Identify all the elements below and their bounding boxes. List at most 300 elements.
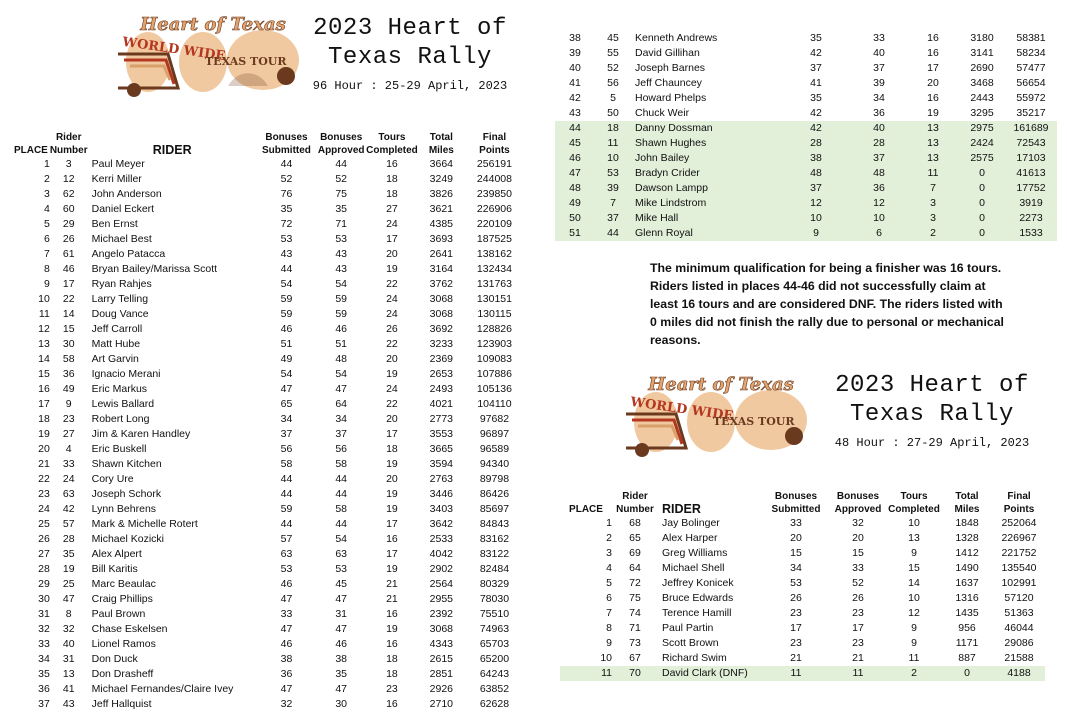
cell-total-miles: 2975 — [959, 121, 1005, 136]
cell-place: 6 — [43, 233, 50, 245]
cell-bonuses-approved: 11 — [829, 666, 887, 681]
cell-tours-completed: 13 — [907, 136, 959, 151]
cell-bonuses-submitted: 35 — [810, 92, 822, 104]
cell-bonuses-approved: 36 — [851, 181, 907, 196]
cell-tours-completed: 18 — [386, 443, 398, 455]
cell-tours-completed: 27 — [386, 203, 398, 215]
cell-rider-number: 22 — [62, 293, 75, 305]
title-48-line1: 2023 Heart of — [835, 372, 1029, 399]
cell-total-miles: 3621 — [429, 203, 454, 215]
cell-rider-name: Paul Brown — [91, 608, 146, 620]
table-row — [12, 367, 524, 382]
logo-texas-tour: TEXAS TOUR — [205, 55, 287, 68]
cell-total-miles: 2763 — [429, 473, 454, 485]
cell-bonuses-submitted: 15 — [790, 547, 802, 559]
cell-rider-name: Chase Eskelsen — [91, 623, 168, 635]
cell-bonuses-approved: 64 — [335, 398, 348, 410]
cell-bonuses-submitted: 53 — [280, 563, 293, 575]
cell-bonuses-submitted: 17 — [790, 622, 802, 634]
cell-bonuses-approved: 37 — [335, 428, 348, 440]
cell-bonuses-submitted: 56 — [280, 443, 293, 455]
cell-place: 47 — [555, 166, 595, 181]
cell-place: 35 — [38, 668, 50, 680]
cell-final-points: 2273 — [1005, 211, 1057, 226]
cell-bonuses-approved: 6 — [851, 226, 907, 241]
cell-total-miles: 3141 — [970, 47, 994, 59]
header-total-miles-48: Total Miles — [954, 491, 980, 515]
cell-final-points: 78030 — [479, 593, 510, 605]
cell-total-miles: 3664 — [429, 158, 454, 170]
cell-total-miles: 4021 — [429, 398, 454, 410]
cell-total-miles: 956 — [958, 622, 976, 634]
cell-final-points: 62628 — [479, 698, 510, 710]
table-row — [12, 262, 524, 277]
cell-bonuses-submitted: 54 — [280, 368, 293, 380]
header-total-miles: Total Miles — [428, 132, 454, 156]
cell-bonuses-approved: 35 — [335, 203, 348, 215]
cell-bonuses-approved: 44 — [335, 488, 348, 500]
cell-place: 41 — [569, 77, 581, 89]
cell-bonuses-approved: 35 — [335, 668, 348, 680]
cell-rider-number: 7 — [595, 196, 631, 211]
cell-final-points: 65200 — [479, 653, 510, 665]
cell-rider-number: 11 — [595, 136, 631, 151]
table-row — [12, 577, 524, 592]
cell-rider-name: Doug Vance — [91, 308, 149, 320]
cell-total-miles: 2564 — [429, 578, 454, 590]
cell-rider-name: Daniel Eckert — [91, 203, 155, 215]
table-row — [12, 277, 524, 292]
cell-final-points: 17103 — [1005, 151, 1057, 166]
cell-total-miles: 0 — [959, 196, 1005, 211]
cell-rider-number: 75 — [629, 592, 641, 604]
cell-rider-name: Bradyn Crider — [631, 166, 781, 181]
cell-tours-completed: 13 — [907, 121, 959, 136]
cell-bonuses-approved: 46 — [335, 323, 348, 335]
cell-rider-number: 63 — [62, 488, 75, 500]
cell-final-points: 64243 — [479, 668, 510, 680]
cell-rider-number: 44 — [595, 226, 631, 241]
cell-bonuses-submitted: 26 — [790, 592, 802, 604]
cell-rider-name: Greg Williams — [662, 547, 728, 559]
cell-total-miles: 3068 — [429, 308, 454, 320]
cell-rider-number: 58 — [62, 353, 75, 365]
cell-total-miles: 3468 — [970, 77, 994, 89]
cell-rider-number: 65 — [629, 532, 641, 544]
table-row — [12, 172, 524, 187]
cell-bonuses-submitted: 59 — [280, 308, 293, 320]
cell-rider-name: Mark & Michelle Rotert — [91, 518, 198, 530]
cell-tours-completed: 13 — [907, 151, 959, 166]
cell-bonuses-approved: 23 — [852, 637, 864, 649]
cell-bonuses-approved: 33 — [852, 562, 864, 574]
cell-rider-number: 18 — [595, 121, 631, 136]
table-row — [12, 412, 524, 427]
cell-tours-completed: 20 — [927, 77, 939, 89]
cell-tours-completed: 20 — [386, 248, 398, 260]
table-row — [12, 292, 524, 307]
table-row — [12, 337, 524, 352]
cell-total-miles: 2690 — [970, 62, 994, 74]
cell-bonuses-submitted: 47 — [280, 683, 293, 695]
table-row — [555, 46, 1057, 61]
cell-rider-name: John Bailey — [631, 151, 781, 166]
cell-total-miles: 2641 — [429, 248, 454, 260]
cell-total-miles: 0 — [959, 211, 1005, 226]
cell-total-miles: 1412 — [955, 547, 979, 559]
cell-total-miles: 3164 — [429, 263, 454, 275]
cell-bonuses-submitted: 38 — [781, 151, 851, 166]
cell-bonuses-approved: 59 — [335, 293, 348, 305]
cell-rider-number: 43 — [62, 698, 75, 710]
cell-final-points: 80329 — [479, 578, 510, 590]
cell-bonuses-submitted: 37 — [781, 181, 851, 196]
cell-place: 38 — [569, 32, 581, 44]
cell-rider-number: 8 — [65, 608, 72, 620]
cell-rider-name: Howard Phelps — [635, 92, 707, 104]
cell-final-points: 35217 — [1016, 107, 1046, 119]
cell-tours-completed: 22 — [386, 398, 398, 410]
table-row — [12, 637, 524, 652]
cell-rider-number: 45 — [607, 32, 619, 44]
cell-bonuses-submitted: 46 — [280, 638, 293, 650]
cell-place: 30 — [38, 593, 50, 605]
cell-tours-completed: 14 — [908, 577, 920, 589]
table-row — [12, 622, 524, 637]
cell-bonuses-submitted: 58 — [280, 458, 293, 470]
cell-place: 29 — [38, 578, 50, 590]
cell-bonuses-approved: 52 — [335, 173, 348, 185]
cell-rider-name: Matt Hube — [91, 338, 141, 350]
cell-final-points: 55972 — [1016, 92, 1046, 104]
cell-bonuses-submitted: 44 — [280, 518, 293, 530]
cell-place: 14 — [38, 353, 50, 365]
cell-total-miles: 4343 — [429, 638, 454, 650]
cell-final-points: 17752 — [1005, 181, 1057, 196]
cell-rider-name: David Clark (DNF) — [658, 666, 763, 681]
cell-final-points: 256191 — [476, 158, 512, 170]
cell-place: 34 — [38, 653, 50, 665]
cell-total-miles: 3233 — [429, 338, 454, 350]
cell-rider-number: 24 — [62, 473, 75, 485]
cell-place: 46 — [555, 151, 595, 166]
table-row — [12, 532, 524, 547]
cell-bonuses-submitted: 65 — [280, 398, 293, 410]
table-row — [12, 382, 524, 397]
cell-final-points: 102991 — [1001, 577, 1037, 589]
cell-total-miles: 3642 — [429, 518, 454, 530]
cell-rider-number: 12 — [62, 173, 75, 185]
cell-total-miles: 4385 — [429, 218, 454, 230]
cell-bonuses-submitted: 12 — [781, 196, 851, 211]
cell-tours-completed: 9 — [911, 547, 917, 559]
cell-rider-number: 71 — [629, 622, 641, 634]
cell-place: 9 — [43, 278, 50, 290]
cell-final-points: 75510 — [479, 608, 510, 620]
cell-place: 22 — [38, 473, 50, 485]
cell-rider-number: 47 — [62, 593, 75, 605]
table-row — [12, 502, 524, 517]
cell-bonuses-submitted: 46 — [280, 323, 293, 335]
table-row — [555, 76, 1057, 91]
cell-total-miles: 1316 — [955, 592, 979, 604]
cell-rider-name: Michael Kozicki — [91, 533, 164, 545]
table-row — [555, 166, 1057, 181]
cell-tours-completed: 15 — [908, 562, 920, 574]
cell-rider-name: Joseph Barnes — [635, 62, 706, 74]
cell-tours-completed: 16 — [927, 32, 939, 44]
table-row — [560, 531, 1045, 546]
cell-tours-completed: 20 — [386, 473, 398, 485]
cell-total-miles: 3553 — [429, 428, 454, 440]
cell-rider-number: 60 — [62, 203, 75, 215]
cell-bonuses-submitted: 35 — [810, 32, 822, 44]
cell-place: 50 — [555, 211, 595, 226]
table-row — [12, 427, 524, 442]
header-rider: RIDER — [152, 143, 192, 157]
cell-rider-number: 33 — [62, 458, 75, 470]
cell-place: 15 — [38, 368, 50, 380]
cell-bonuses-approved: 54 — [335, 533, 348, 545]
table-row — [12, 607, 524, 622]
cell-final-points: 29086 — [1004, 637, 1034, 649]
cell-final-points: 57477 — [1016, 62, 1046, 74]
cell-tours-completed: 20 — [386, 353, 398, 365]
cell-bonuses-approved: 53 — [335, 563, 348, 575]
table-row — [12, 472, 524, 487]
cell-place: 19 — [38, 428, 50, 440]
cell-rider-number: 74 — [629, 607, 641, 619]
cell-total-miles: 2533 — [429, 533, 454, 545]
cell-bonuses-submitted: 44 — [280, 263, 293, 275]
cell-rider-name: Chuck Weir — [635, 107, 690, 119]
cell-final-points: 21588 — [1004, 652, 1034, 664]
cell-bonuses-approved: 47 — [335, 683, 348, 695]
cell-rider-number: 17 — [62, 278, 75, 290]
cell-bonuses-submitted: 59 — [280, 503, 293, 515]
cell-final-points: 72543 — [1005, 136, 1057, 151]
cell-bonuses-approved: 31 — [335, 608, 348, 620]
cell-rider-name: Don Duck — [91, 653, 138, 665]
cell-tours-completed: 21 — [386, 593, 398, 605]
cell-bonuses-approved: 37 — [851, 151, 907, 166]
cell-tours-completed: 16 — [386, 608, 398, 620]
cell-final-points: 94340 — [479, 458, 510, 470]
table-row — [560, 636, 1045, 651]
cell-rider-number: 70 — [612, 666, 658, 681]
cell-final-points: 130151 — [476, 293, 512, 305]
table-row — [12, 187, 524, 202]
cell-total-miles: 0 — [941, 666, 993, 681]
cell-rider-name: Joseph Schork — [91, 488, 162, 500]
cell-total-miles: 3594 — [429, 458, 454, 470]
cell-tours-completed: 22 — [386, 338, 398, 350]
cell-total-miles: 3068 — [429, 623, 454, 635]
cell-place: 48 — [555, 181, 595, 196]
cell-tours-completed: 11 — [908, 652, 920, 664]
cell-bonuses-submitted: 76 — [280, 188, 293, 200]
cell-bonuses-submitted: 42 — [810, 47, 822, 59]
cell-final-points: 97682 — [479, 413, 510, 425]
cell-final-points: 65703 — [479, 638, 510, 650]
cell-bonuses-submitted: 41 — [810, 77, 822, 89]
title-96-line1: 2023 Heart of — [313, 15, 507, 42]
cell-rider-name: John Anderson — [91, 188, 162, 200]
cell-rider-name: Cory Ure — [91, 473, 134, 485]
cell-place: 24 — [38, 503, 50, 515]
cell-final-points: 89798 — [479, 473, 510, 485]
cell-total-miles: 2392 — [429, 608, 454, 620]
cell-rider-name: Richard Swim — [662, 652, 727, 664]
cell-place: 2 — [43, 173, 50, 185]
cell-bonuses-approved: 40 — [873, 47, 885, 59]
cell-tours-completed: 20 — [386, 413, 398, 425]
cell-rider-number: 26 — [62, 233, 75, 245]
table-row — [12, 397, 524, 412]
cell-rider-number: 67 — [629, 652, 641, 664]
cell-place: 23 — [38, 488, 50, 500]
cell-place: 13 — [38, 338, 50, 350]
title-96-subtitle: 96 Hour : 25-29 April, 2023 — [312, 79, 508, 93]
cell-bonuses-approved: 43 — [335, 263, 348, 275]
cell-bonuses-submitted: 44 — [280, 473, 293, 485]
cell-rider-name: Mike Hall — [631, 211, 781, 226]
cell-bonuses-submitted: 47 — [280, 593, 293, 605]
cell-bonuses-approved: 43 — [335, 248, 348, 260]
cell-tours-completed: 19 — [386, 263, 398, 275]
cell-final-points: 104110 — [477, 398, 512, 410]
cell-place: 8 — [606, 622, 612, 634]
cell-place: 10 — [600, 652, 612, 664]
cell-rider-name: Ryan Rahjes — [91, 278, 152, 290]
cell-place: 5 — [43, 218, 50, 230]
cell-tours-completed: 24 — [386, 218, 398, 230]
cell-bonuses-approved: 34 — [335, 413, 348, 425]
cell-place: 7 — [606, 607, 612, 619]
cell-bonuses-submitted: 36 — [280, 668, 293, 680]
cell-total-miles: 3692 — [429, 323, 454, 335]
cell-bonuses-submitted: 46 — [280, 578, 293, 590]
cell-total-miles: 2955 — [429, 593, 454, 605]
cell-rider-name: Shawn Kitchen — [91, 458, 162, 470]
cell-final-points: 74963 — [479, 623, 510, 635]
cell-bonuses-approved: 54 — [335, 278, 348, 290]
cell-bonuses-approved: 30 — [335, 698, 348, 710]
cell-tours-completed: 17 — [386, 233, 398, 245]
cell-bonuses-submitted: 44 — [280, 488, 293, 500]
table-row — [560, 561, 1045, 576]
cell-bonuses-submitted: 44 — [280, 158, 293, 170]
table-row — [555, 181, 1057, 196]
cell-rider-name: Jeff Chauncey — [635, 77, 702, 89]
logo-world-wide-2: WORLD WIDE — [629, 394, 735, 425]
cell-rider-name: Terence Hamill — [662, 607, 732, 619]
table-row — [560, 666, 1045, 681]
cell-final-points: 131763 — [476, 278, 512, 290]
cell-rider-number: 5 — [610, 92, 616, 104]
cell-rider-name: Alex Alpert — [91, 548, 142, 560]
cell-bonuses-submitted: 49 — [280, 353, 293, 365]
cell-place: 1 — [43, 158, 50, 170]
cell-place: 25 — [38, 518, 50, 530]
cell-place: 9 — [606, 637, 612, 649]
cell-rider-name: Scott Brown — [662, 637, 719, 649]
cell-rider-number: 37 — [595, 211, 631, 226]
cell-rider-name: Ignacio Merani — [91, 368, 161, 380]
table-row — [555, 226, 1057, 241]
cell-tours-completed: 17 — [927, 62, 939, 74]
cell-rider-name: Shawn Hughes — [631, 136, 781, 151]
cell-rider-number: 61 — [62, 248, 75, 260]
cell-final-points: 226906 — [476, 203, 512, 215]
cell-bonuses-approved: 32 — [852, 517, 864, 529]
cell-total-miles: 2493 — [429, 383, 454, 395]
cell-rider-name: Alex Harper — [662, 532, 718, 544]
cell-final-points: 123903 — [476, 338, 512, 350]
table-row — [12, 652, 524, 667]
cell-bonuses-approved: 45 — [335, 578, 348, 590]
cell-tours-completed: 12 — [908, 607, 920, 619]
cell-final-points: 138162 — [476, 248, 512, 260]
cell-bonuses-submitted: 10 — [781, 211, 851, 226]
header-rider-48: RIDER — [662, 502, 701, 516]
cell-bonuses-submitted: 23 — [790, 637, 802, 649]
cell-tours-completed: 17 — [386, 428, 398, 440]
cell-rider-name: Jeffrey Konicek — [662, 577, 734, 589]
cell-final-points: 85697 — [479, 503, 510, 515]
cell-rider-name: Lynn Behrens — [91, 503, 157, 515]
cell-place: 10 — [38, 293, 50, 305]
title-48-line2: Texas Rally — [850, 401, 1014, 428]
cell-tours-completed: 2 — [887, 666, 941, 681]
cell-final-points: 56654 — [1016, 77, 1046, 89]
cell-tours-completed: 11 — [907, 166, 959, 181]
cell-rider-name: Don Drasheff — [91, 668, 154, 680]
cell-bonuses-submitted: 20 — [790, 532, 802, 544]
cell-place: 45 — [555, 136, 595, 151]
cell-bonuses-submitted: 34 — [280, 413, 293, 425]
cell-rider-name: Larry Telling — [91, 293, 149, 305]
cell-rider-number: 64 — [629, 562, 641, 574]
cell-rider-name: Bill Karitis — [91, 563, 138, 575]
table-row — [555, 151, 1057, 166]
cell-bonuses-approved: 58 — [335, 503, 348, 515]
cell-total-miles: 1171 — [955, 637, 979, 649]
cell-final-points: 220109 — [476, 218, 512, 230]
cell-rider-name: Mike Lindstrom — [631, 196, 781, 211]
cell-total-miles: 2653 — [429, 368, 454, 380]
cell-bonuses-submitted: 48 — [781, 166, 851, 181]
table-row — [12, 442, 524, 457]
header-place-48: PLACE — [569, 504, 603, 515]
cell-tours-completed: 9 — [911, 637, 917, 649]
cell-bonuses-approved: 44 — [335, 158, 348, 170]
table-row — [555, 121, 1057, 136]
cell-rider-number: 19 — [62, 563, 75, 575]
cell-bonuses-approved: 56 — [335, 443, 348, 455]
cell-bonuses-approved: 59 — [335, 308, 348, 320]
cell-rider-name: Michael Best — [91, 233, 152, 245]
cell-rider-name: Lewis Ballard — [91, 398, 155, 410]
cell-rider-number: 39 — [595, 181, 631, 196]
cell-bonuses-submitted: 59 — [280, 293, 293, 305]
cell-rider-name: Jay Bolinger — [662, 517, 720, 529]
cell-rider-number: 62 — [62, 188, 75, 200]
cell-total-miles: 2615 — [429, 653, 454, 665]
cell-rider-name: Angelo Patacca — [91, 248, 166, 260]
table-row — [12, 457, 524, 472]
cell-place: 1 — [606, 517, 612, 529]
